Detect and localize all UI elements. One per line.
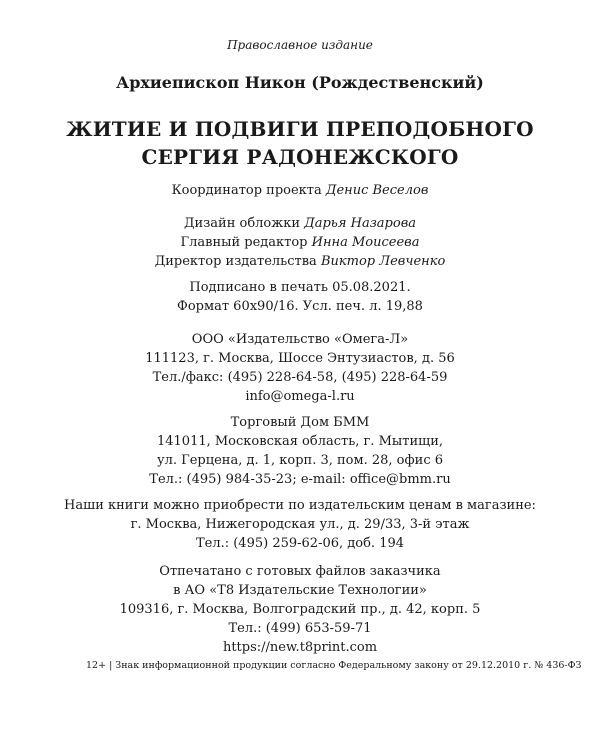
- author-name: Архиепископ Никон (Рождественский): [116, 73, 484, 92]
- shop-info: [0, 496, 600, 553]
- printer-name: в АО «Т8 Издательские Технологии»: [173, 583, 427, 598]
- cover-design-label: Дизайн обложки: [183, 216, 301, 231]
- trade-house-contacts: [0, 413, 600, 489]
- chief-editor-label: Главный редактор: [180, 235, 308, 250]
- shop-phone: Тел.: (495) 259-62-06, доб. 194: [195, 536, 405, 551]
- printer-info: [0, 562, 600, 657]
- trade-house-phone-email: Тел.: (495) 984-35-23; e-mail: office@bmm.ru: [149, 472, 451, 487]
- director-name: Виктор Левченко: [320, 254, 446, 269]
- book-title-line-1: ЖИТИЕ И ПОДВИГИ ПРЕПОДОБНОГО: [66, 117, 534, 141]
- print-info: [0, 278, 600, 316]
- coordinator-name: Денис Веселов: [325, 183, 429, 198]
- publisher-name: ООО «Издательство «Омега-Л»: [191, 332, 409, 347]
- publisher-phone: Тел./факс: (495) 228-64-58, (495) 228-64-59: [152, 370, 448, 385]
- coordinator-credit: [0, 181, 600, 200]
- print-date: Подписано в печать 05.08.2021.: [189, 280, 411, 295]
- director-label: Директор издательства: [154, 254, 317, 269]
- coordinator-label: Координатор проекта: [171, 183, 322, 198]
- trade-house-name: Торговый Дом БММ: [230, 415, 370, 430]
- printer-website: https://new.t8print.com: [222, 640, 378, 655]
- cover-design-credit: [0, 214, 600, 233]
- shop-intro: Наши книги можно приобрести по издательским ценам в магазине:: [64, 498, 536, 513]
- director-credit: [0, 252, 600, 271]
- printer-note: Отпечатано с готовых файлов заказчика: [159, 564, 441, 579]
- trade-house-address-2: ул. Герцена, д. 1, корп. 3, пом. 28, офис 6: [156, 453, 444, 468]
- cover-design-name: Дарья Назарова: [304, 216, 417, 231]
- trade-house-address-1: 141011, Московская область, г. Мытищи,: [156, 434, 444, 449]
- book-title-line-2: СЕРГИЯ РАДОНЕЖСКОГО: [141, 145, 459, 169]
- staff-credits: [0, 214, 600, 271]
- publisher-contacts: [0, 330, 600, 406]
- age-rating-footer: 12+ | Знак информационной продукции согласно Федеральному закону от 29.12.2010 г. № 436-ФЗ: [86, 660, 582, 671]
- chief-editor-credit: [0, 233, 600, 252]
- print-format: Формат 60х90/16. Усл. печ. л. 19,88: [177, 299, 423, 314]
- edition-label: Православное издание: [227, 38, 373, 52]
- chief-editor-name: Инна Моисеева: [311, 235, 420, 250]
- publisher-email: info@omega-l.ru: [245, 389, 355, 404]
- printer-address: 109316, г. Москва, Волгоградский пр., д. 42, корп. 5: [119, 602, 481, 617]
- book-title: [0, 115, 600, 171]
- printer-phone: Тел.: (499) 653-59-71: [228, 621, 372, 636]
- publisher-address: 111123, г. Москва, Шоссе Энтузиастов, д. 56: [145, 351, 455, 366]
- shop-address: г. Москва, Нижегородская ул., д. 29/33, 3-й этаж: [130, 517, 470, 532]
